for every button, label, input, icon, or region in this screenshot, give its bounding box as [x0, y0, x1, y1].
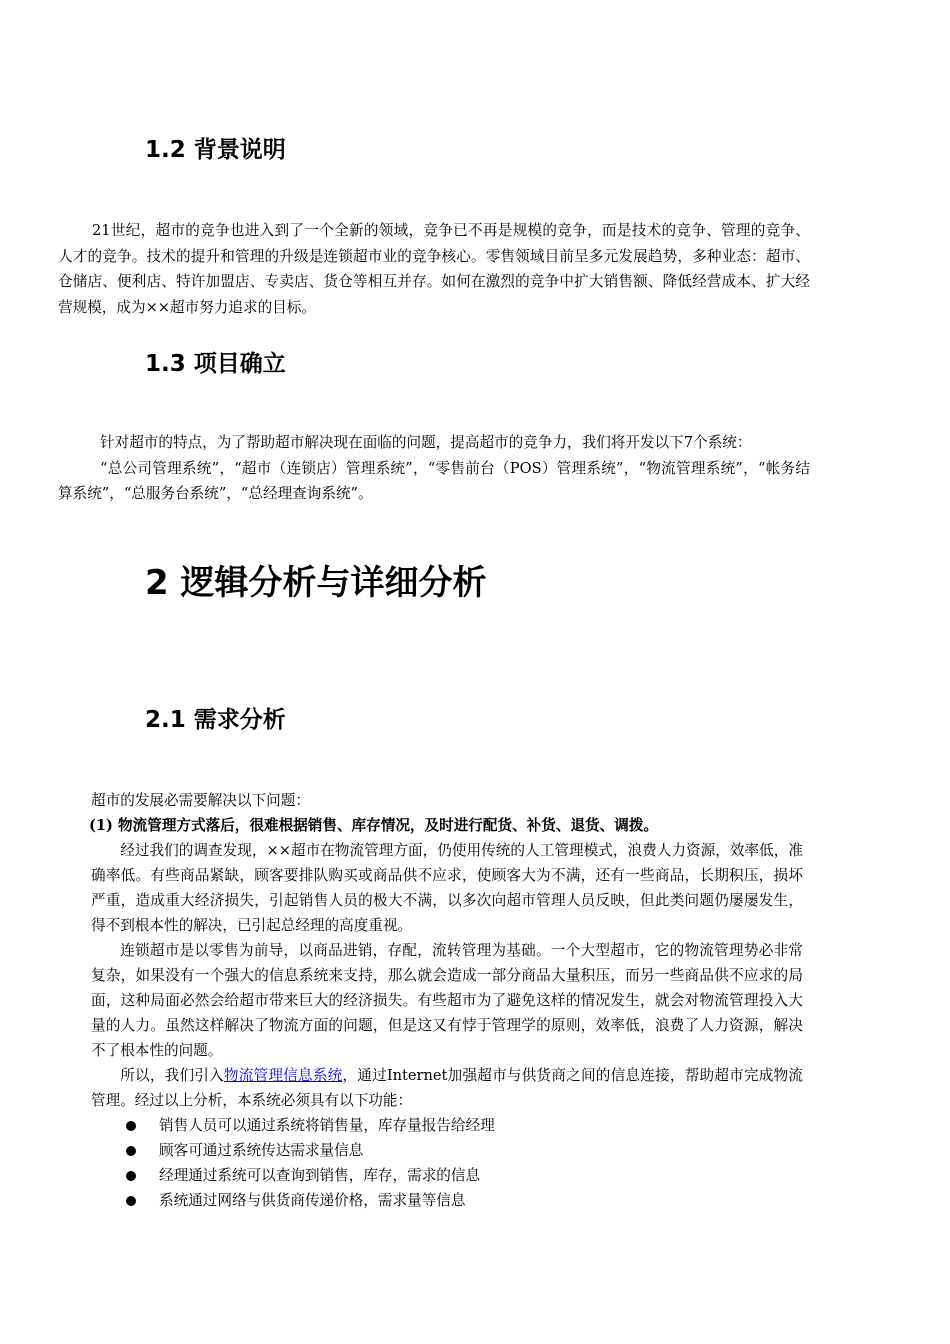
heading-2: 2 逻辑分析与详细分析 [145, 563, 487, 603]
para3-before: 所以，我们引入 [120, 1067, 224, 1084]
list-item [91, 1138, 803, 1163]
project-paragraph-1: 针对超市的特点，为了帮助超市解决现在面临的问题，提高超市的竞争力，我们将开发以下7个系统： [100, 434, 752, 451]
logistics-system-link[interactable]: 物流管理信息系统 [223, 1067, 343, 1084]
list-item-text: 经理通过系统可以查询到销售，库存，需求的信息 [159, 1167, 481, 1184]
requirements-paragraph-3 [91, 1063, 803, 1113]
list-item-text: 顾客可通过系统传达需求量信息 [159, 1142, 364, 1159]
heading-2-1: 2.1 需求分析 [145, 707, 286, 733]
list-item [91, 1188, 803, 1213]
issue-1: (1) 物流管理方式落后，很难根据销售、库存情况，及时进行配货、补货、退货、调拨。 [89, 817, 659, 834]
project-text [58, 430, 810, 507]
para3-after: ，通过Internet加强超市与供货商之间的信息连接，帮助超市完成物流管理。经过以上分析，本系统必须具有以下功能： [91, 1067, 803, 1109]
bullet-icon [126, 1121, 136, 1131]
requirements-intro: 超市的发展必需要解决以下问题： [91, 792, 310, 809]
bullet-icon [126, 1171, 136, 1181]
bullet-icon [126, 1196, 136, 1206]
list-item [91, 1113, 803, 1138]
requirements-paragraph-1: 经过我们的调查发现，××超市在物流管理方面，仍使用传统的人工管理模式，浪费人力资源，效率低，准确率低。有些商品紧缺，顾客要排队购买或商品供不应求，使顾客大为不满，还有一些商品，长期积压，损坏严重，造成重大经济损失，引起销售人员的极大不满，以多次向超市管理人员反映，但此类问题仍屡屡发生，得不到根本性的解决，已引起总经理的高度重视。 [91, 842, 803, 934]
background-paragraph: 21世纪，超市的竞争也进入到了一个全新的领域，竞争已不再是规模的竞争，而是技术的竞争、管理的竞争、人才的竞争。技术的提升和管理的升级是连锁超市业的竞争核心。零售领域目前呈多元发展趋势，多种业态：超市、仓储店、便利店、特许加盟店、专卖店、货仓等相互并存。如何在激烈的竞争中扩大销售额、降低经营成本、扩大经营规模，成为××超市努力追求的目标。 [58, 222, 810, 316]
bullet-icon [126, 1146, 136, 1156]
list-item [91, 1163, 803, 1188]
requirements-body [91, 788, 803, 1213]
heading-1-3: 1.3 项目确立 [145, 351, 286, 377]
project-paragraph-2: “总公司管理系统”，“超市（连锁店）管理系统”，“零售前台（POS）管理系统”，“物流管理系统”，“帐务结算系统”，“总服务台系统”，“总经理查询系统”。 [58, 459, 810, 502]
list-item-text: 销售人员可以通过系统将销售量，库存量报告给经理 [159, 1117, 495, 1134]
function-list [91, 1113, 803, 1213]
requirements-paragraph-2: 连锁超市是以零售为前导，以商品进销，存配，流转管理为基础。一个大型超市，它的物流管理势必非常复杂，如果没有一个强大的信息系统来支持，那么就会造成一部分商品大量积压，而另一些商品供不应求的局面，这种局面必然会给超市带来巨大的经济损失。有些超市为了避免这样的情况发生，就会对物流管理投入大量的人力。虽然这样解决了物流方面的问题，但是这又有悖于管理学的原则，效率低，浪费了人力资源，解决不了根本性的问题。 [91, 942, 803, 1059]
list-item-text: 系统通过网络与供货商传递价格，需求量等信息 [159, 1192, 466, 1209]
heading-1-2: 1.2 背景说明 [145, 137, 286, 163]
